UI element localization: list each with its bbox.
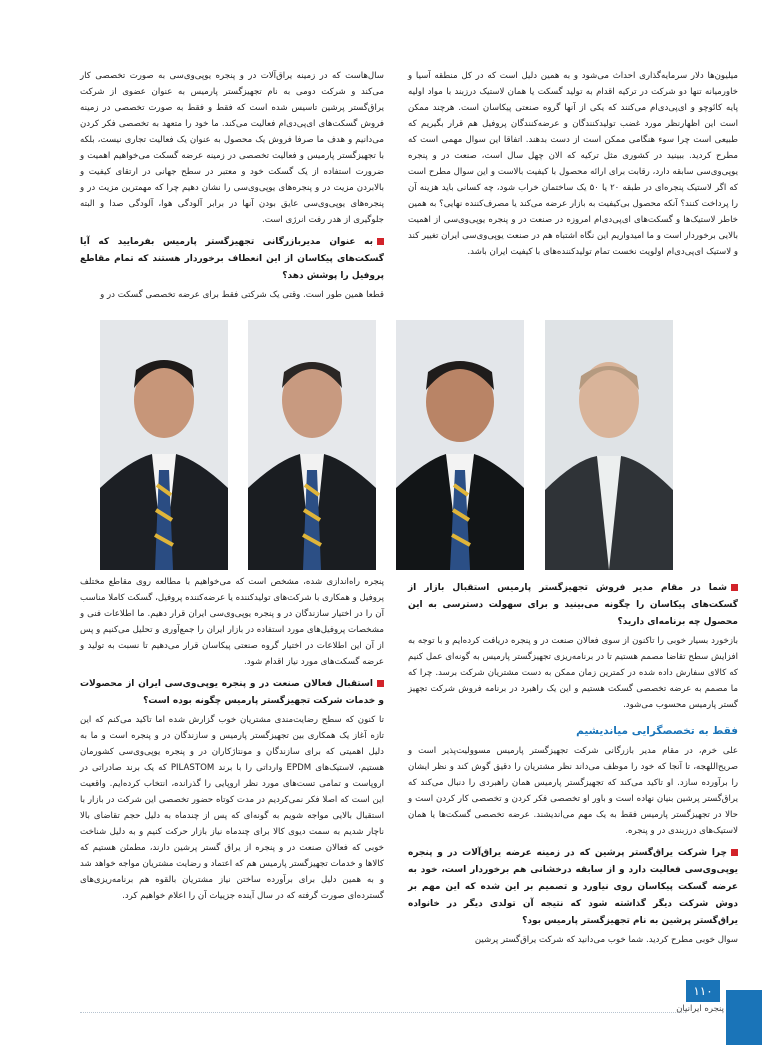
right-question-1: شما در مقام مدیر فروش تجهیزگستر پارمیس استقبال بازار از گسکت‌های پیکاسان را چگونه می‌بینید و برای سهولت دسترسی به این محصول چه برنامه‌ای دارید؟ (408, 583, 738, 627)
left-answer-1-continued: پنجره راه‌اندازی شده، مشخص است که می‌خواهیم با مطالعه روی مقاطع مختلف پروفیل و همکاری با شرکت‌های تولیدکننده یا عرضه‌کننده پروفیل، گسکت کاملا مناسب آن را در اختیار سازندگان در و پنجره یوپی‌وی‌سی ایران قرار دهیم. ما اطلاعات فنی و مشخصات پروفیل‌های مورد استفاده در بازار ایران را جمع‌آوری و تحلیل می‌کنیم و پس از آن این اطلاعات در اختیار گروه صنعتی پیکاسان قرار می‌دهیم تا نسبت به تولید و عرضه گسکت‌های مورد نیاز اقدام شود. (80, 577, 384, 667)
left-question-1: به عنوان مدیربازرگانی تجهیزگستر پارمیس بفرمایید که آیا گسکت‌های پیکاسان از این انعطاف برخوردار هستند که تمام مقاطع پروفیل را پوشش دهد؟ (80, 237, 384, 281)
right-intro-paragraph: میلیون‌ها دلار سرمایه‌گذاری احداث می‌شود و به همین دلیل است که در کل منطقه آسیا و خاورمیانه تنها دو شرکت در ترکیه اقدام به تولید گسکت یا همان لاستیک درزبند با مواد اولیه پایه کائوچو و ای‌پی‌دی‌ام می‌کنند که یکی از آنها گروه صنعتی پیکاسان است. هرچند ممکن است این اظهارنظر مورد غضب تولیدکنندگان و عرضه‌کنندگان پروفیل هم قرار بگیریم که طبیعی است چرا سوء هنگامی ممکن است از دست بدهند. اتفاقا این سوال مهمی است که مطرح کردید. ببینید در کشوری مثل ترکیه که الان چهل سال است، صنعت در و پنجره یوپی‌وی‌سی سابقه دارد، رقابت برای ارائه محصول با کیفیت بالاست و این سوال مطرح است که اگر لاستیک پنجره‌ای در طبقه ۲۰ یا ۵۰ یک ساختمان خراب شود، چه کسانی باید هزینه آن را پرداخت کنند؟ آنکه محصول بی‌کیفیت به بازار عرضه می‌کند یا مصرف‌کننده نهایی؟ به همین خاطر لاستیک‌ها و گسکت‌های ای‌پی‌دی‌ام امروزه در صنعت در و پنجره یوپی‌وی‌سی از اهمیت بالایی برخوردار است و ما امیدواریم این نگاه اشتباه هم در صنعت یوپی‌وی‌سی ایران تغییر کند و لاستیک ای‌پی‌دی‌ام اولویت نخست تمام تولیدکننده‌های با کیفیت ایران باشد. (408, 71, 738, 257)
right-column-top (408, 68, 738, 263)
left-column-bottom (80, 574, 384, 907)
portrait-photo-1 (545, 320, 673, 570)
left-intro-paragraph: سال‌هاست که در زمینه یراق‌آلات در و پنجره یوپی‌وی‌سی به صورت تخصصی کار می‌کند و شرکت دومی به نام تجهیزگستر پارمیس به عنوان عضوی از شرکت یراق‌گستر پرشین تاسیس شده است که فقط و فقط به صورت تخصصی در زمینه فروش گسکت‌های ای‌پی‌دی‌ام فعالیت می‌کند. ما خود را متعهد به تخصصی فکر کردن می‌دانیم و هدف ما صرفا فروش یک محصول به عنوان یک فعالیت تجاری نیست، بلکه با تجهیزگستر پارمیس و فعالیت تخصصی در زمینه عرضه گسکت می‌خواهیم اهمیت و ضرورت استفاده از یک گسکت خود و معتبر در سطح جهانی در ارتقای کیفیت و بالابردن مزیت در و پنجره‌های یوپی‌وی‌سی را نشان دهیم چرا که مهمترین مزیت در و پنجره‌های یوپی‌وی‌سی عایق بودن آنها در برابر آلودگی هوا، آلودگی صدا و البته جلوگیری از هدر رفت انرژی است. (80, 71, 384, 225)
right-question-2: چرا شرکت یراق‌گستر پرشین که در زمینه عرضه یراق‌آلات در و پنجره یوپی‌وی‌سی فعالیت دارد و از سابقه درخشانی هم برخوردار است، خود به عرضه گسکت پیکاسان روی نیاورد و تصمیم بر این شده که این مهم بر دوش شرکت دیگر گذاشته شود که نتیجه آن تولدی دیگر در خانواده یراق‌گستر پرشین به نام تجهیزگستر پارمیس بود؟ (408, 848, 738, 926)
red-square-marker (731, 849, 738, 856)
portrait-photo-2 (396, 320, 524, 570)
right-answer-2: علی خرم، در مقام مدیر بازرگانی شرکت تجهیزگستر پارمیس مسوولیت‌پذیر است و صریح‌اللهجه، تا آنجا که خود را موظف می‌داند نظر مشتریان را دقیق گوش کند و نظر ایشان را برآورده سازد. او تاکید می‌کند که تجهیزگستر پارمیس همان راهبردی را دنبال می‌کند که یراق‌گستر پرشین بنیان نهاده است و باور او تخصصی فکر کردن و تخصصی کار کردن است و حالا در تجهیزگستر پارمیس فقط به یک مهم می‌اندیشند. عرضه تخصصی گسکت‌ها یا همان لاستیک‌های درزبندی در و پنجره. (408, 746, 738, 836)
right-answer-1: بازخورد بسیار خوبی را تاکنون از سوی فعالان صنعت در و پنجره دریافت کرده‌ایم و با توجه به افزایش سطح تقاضا مصمم هستیم تا در برنامه‌ریزی تجهیزگستر پارمیس به گونه‌ای عمل کنیم که کالای سفارش داده شده در کمترین زمان ممکن به دست مشتریان شرکت برسد. چرا که ما مصمم به عرضه تخصصی گسکت هستیم و این یک راهبرد در برنامه فروش شرکت تجهیز گستر پارمیس محسوب می‌شود. (408, 636, 738, 710)
portrait-photo-4 (100, 320, 228, 570)
left-question-2: استقبال فعالان صنعت در و پنجره یوپی‌وی‌سی ایران از محصولات و خدمات شرکت تجهیزگستر پارمیس چگونه بوده است؟ (80, 679, 384, 706)
page-edge-bar (726, 990, 762, 1045)
page-number: ۱۱۰ (686, 980, 720, 1002)
magazine-name: پنجره ایرانیان (676, 1004, 724, 1014)
left-answer-1: قطعا همین طور است. وقتی یک شرکتی فقط برای عرضه تخصصی گسکت در و (100, 290, 384, 300)
red-square-marker (377, 238, 384, 245)
left-answer-2: تا کنون که سطح رضایت‌مندی مشتریان خوب گزارش شده اما تاکید می‌کنم که این تازه آغاز یک همکاری بین تجهیزگستر پارمیس و سازندگان در و پنجره است و ما به دلیل اهمیتی که برای سازندگان و مونتاژکاران در و پنجره یوپی‌وی‌سی کشورمان هستیم، لاستیک‌های EPDM وارداتی را با برند PILASTOM که یک برند صادراتی در اروپاست و تمامی تست‌های مورد نظر اروپایی را گذرانده، انتخاب کرده‌ایم. واقعیت این است که اصلا فکر نمی‌کردیم در مدت کوتاه حضور تخصصی این شرکت در بازار با استقبال بالایی مواجه شویم به گونه‌ای که پس از چندماه به دلیل حجم تقاضای بالا ناچار شدیم به سمت دیوی کالا برای چندماه نیاز بازار حرکت کنیم و به دلیل شناخت خوبی که فعالان صنعت در و پنجره از یراق گستر پرشین دارند، مطمئن هستیم که کالاها و خدمات تجهیزگستر پارمیس هم که اعتماد و رضایت مشتریان مواجه خواهد شد و به همین دلیل برای برآورده ساختن نیاز مشتریان بالقوه هم برنامه‌ریزی‌های گسترده‌ای صورت گرفته که در سال آینده جزییات آن را اعلام خواهیم کرد. (80, 715, 384, 901)
right-column-bottom (408, 574, 738, 951)
red-square-marker (731, 584, 738, 591)
section-heading: فقط به تخصصگرایی میاندیشیم (576, 725, 738, 737)
right-answer-3: سوال خوبی مطرح کردید. شما خوب می‌دانید که شرکت یراق‌گستر پرشین (474, 935, 738, 945)
red-square-marker (377, 680, 384, 687)
portrait-photo-3 (248, 320, 376, 570)
footer-divider (80, 1012, 686, 1013)
left-column-top (80, 68, 384, 306)
